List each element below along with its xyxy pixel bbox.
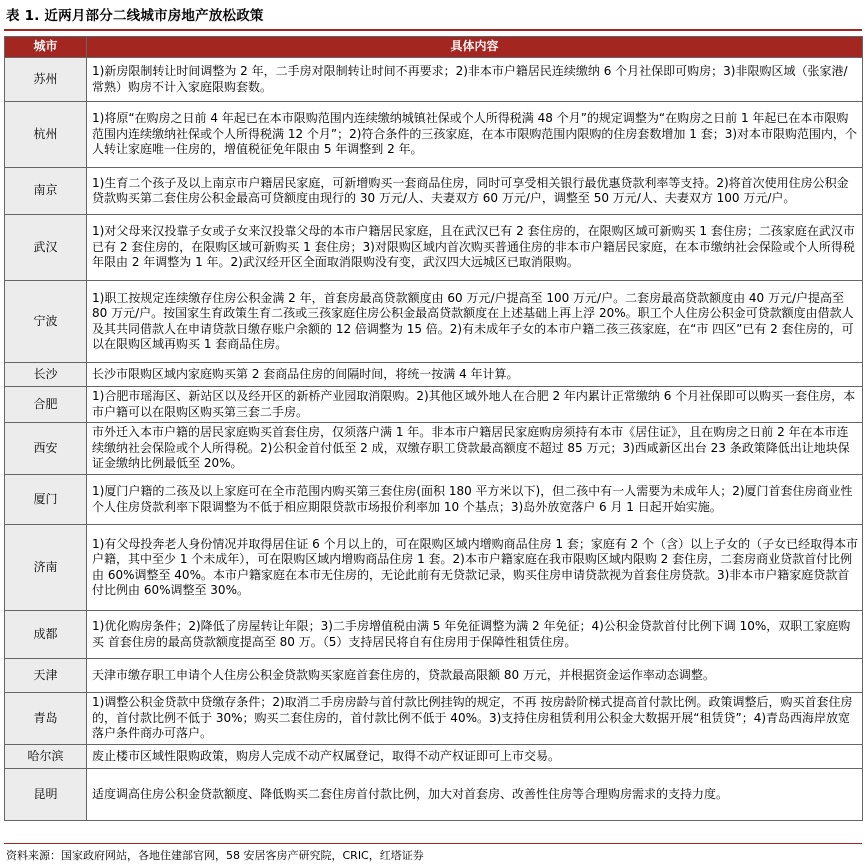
table-row [5, 611, 863, 659]
content-cell: 长沙市限购区域内家庭购买第 2 套商品住房的间隔时间，将统一按满 4 年计算。 [87, 363, 863, 387]
content-cell: 1)厦门户籍的二孩及以上家庭可在全市范围内购买第三套住房(面积 180 平方米以下)，但二孩中有一人需要为未成年人；2)厦门首套住房商业性个人住房贷款利率下限调整为不低于相应期限贷款市场报价利率加 10 个基点；3)岛外放宽落户 6 月 1 日起开始实施。 [87, 475, 863, 525]
table-row [5, 168, 863, 215]
city-cell: 合肥 [5, 387, 87, 423]
city-cell: 苏州 [5, 58, 87, 102]
content-cell: 市外迁入本市户籍的居民家庭购买首套住房，仅须落户满 1 年。非本市户籍居民家庭购房须持有本市《居住证》，且在购房之日前 2 年在本市连续缴纳社会保险或个人所得税。2)公积金首付低至 2 成，双缴存职工贷款最高额度不超过 85 万元；3)西咸新区出台 23 条政策降低出让地块保证金缴纳比例最低至 20%。 [87, 423, 863, 475]
content-cell: 1)优化购房条件；2)降低了房屋转让年限；3)二手房增值税由满 5 年免征调整为满 2 年免征；4)公积金贷款首付比例下调 10%，双职工家庭购买 首套住房的最高贷款额度提高至 80 万。（5）支持居民将自有住房用于保障性租赁住房。 [87, 611, 863, 659]
city-cell: 武汉 [5, 215, 87, 281]
city-cell: 成都 [5, 611, 87, 659]
city-cell: 天津 [5, 659, 87, 693]
table-row [5, 387, 863, 423]
content-cell: 1)将原“在购房之日前 4 年起已在本市限购范围内连续缴纳城镇社保或个人所得税满 48 个月”的规定调整为“在购房之日前 1 年起已在本市限购范围内连续缴纳社保或个人所得税满 12 个月”；2)符合条件的三孩家庭，在本市限购范围内限购的住房套数增加 1 套；3)对本市限购范围内，个人转让家庭唯一住房的，增值税征免年限由 5 年调整到 2 年。 [87, 102, 863, 168]
content-cell: 1)合肥市瑶海区、新站区以及经开区的新桥产业园取消限购。2)其他区域外地人在合肥 2 年内累计正常缴纳 6 个月社保即可以购买一套住房，本市户籍可以在限购区购买第三套二手房。 [87, 387, 863, 423]
city-cell: 济南 [5, 525, 87, 611]
content-cell: 1)职工按规定连续缴存住房公积金满 2 年，首套房最高贷款额度由 60 万元/户提高至 100 万元/户。二套房最高贷款额度由 40 万元/户提高至 80 万元/户。按国家生育政策生育二孩或三孩家庭住房公积金最高贷款额度在上述基础上再上浮 20%。职工个人住房公积金可贷款额度由借款人及其共同借款人在申请贷款日缴存账户余额的 12 倍调整为 15 倍。2)有未成年子女的本市户籍二孩三孩家庭，在“市 四区”已有 2 套住房的，可以在限购区域再购买 1 套商品住房。 [87, 281, 863, 363]
content-cell: 适度调高住房公积金贷款额度、降低购买二套住房首付款比例，加大对首套房、改善性住房等合理购房需求的支持力度。 [87, 769, 863, 821]
content-cell: 天津市缴存职工申请个人住房公积金贷款购买家庭首套住房的，贷款最高限额 80 万元，并根据资金运作率动态调整。 [87, 659, 863, 693]
city-cell: 哈尔滨 [5, 745, 87, 769]
table-row [5, 659, 863, 693]
city-cell: 青岛 [5, 693, 87, 745]
header-city: 城市 [5, 37, 87, 58]
table-title: 表 1. 近两月部分二线城市房地产放松政策 [6, 8, 264, 24]
title-divider [4, 29, 862, 31]
city-cell: 南京 [5, 168, 87, 215]
city-cell: 长沙 [5, 363, 87, 387]
bottom-divider [4, 843, 862, 844]
table-row [5, 769, 863, 821]
policy-table [4, 36, 863, 821]
table-row [5, 281, 863, 363]
content-cell: 废止楼市区域性限购政策，购房人完成不动产权属登记，取得不动产权证即可上市交易。 [87, 745, 863, 769]
header-content: 具体内容 [87, 37, 863, 58]
content-cell: 1)有父母投奔老人身份情况并取得居住证 6 个月以上的，可在限购区域内增购商品住房 1 套；家庭有 2 个（含）以上子女的（子女已经取得本市户籍，其中至少 1 个未成年），可在限购区域内增购商品住房 1 套。2)本市户籍家庭在我市限购区域内限购 2 套住房，二套房商业贷款首付比例由 60%调整至 40%。本市户籍家庭在本市无住房的，无论此前有无贷款记录，购买住房申请贷款视为首套住房贷款。3)非本市户籍家庭贷款首付比例由 60%调整至 30%。 [87, 525, 863, 611]
source-note: 资料来源：国家政府网站，各地住建部官网，58 安居客房产研究院，CRIC，红塔证券 [6, 849, 424, 862]
city-cell: 宁波 [5, 281, 87, 363]
content-cell: 1)生育二个孩子及以上南京市户籍居民家庭，可新增购买一套商品住房，同时可享受相关银行最优惠贷款利率等支持。2)将首次使用住房公积金贷款购买第二套住房公积金最高可贷额度由现行的 30 万元/人、夫妻双方 60 万元/户，调整至 50 万元/人、夫妻双方 100 万元/户。 [87, 168, 863, 215]
table-row [5, 693, 863, 745]
table-row [5, 58, 863, 102]
city-cell: 厦门 [5, 475, 87, 525]
table-row [5, 745, 863, 769]
table-row [5, 102, 863, 168]
table-row [5, 525, 863, 611]
content-cell: 1)对父母来汉投靠子女或子女来汉投靠父母的本市户籍居民家庭，且在武汉已有 2 套住房的，在限购区域可新购买 1 套住房；二孩家庭在武汉市已有 2 套住房的，在限购区域可新购买 1 套住房；3)对限购区域内首次购买普通住房的非本市户籍居民家庭，在本市缴纳社会保险或个人所得税年限由 2 年调整为 1 年。2)武汉经开区全面取消限购没有变，武汉四大远城区已取消限购。 [87, 215, 863, 281]
header-row [5, 37, 863, 58]
table-row [5, 423, 863, 475]
city-cell: 昆明 [5, 769, 87, 821]
content-cell: 1)新房限制转让时间调整为 2 年，二手房对限制转让时间不再要求；2)非本市户籍居民连续缴纳 6 个月社保即可购房；3)非限购区域（张家港/常熟）购房不计入家庭限购套数。 [87, 58, 863, 102]
table-row [5, 215, 863, 281]
table-row [5, 475, 863, 525]
content-cell: 1)调整公积金贷款中贷缴存条件；2)取消二手房房龄与首付款比例挂钩的规定，不再 按房龄阶梯式提高首付款比例。政策调整后，购买首套住房的，首付款比例不低于 30%；购买二套住房的，首付款比例不低于 40%。3)支持住房租赁利用公积金大数据开展“租赁贷”；4)青岛西海岸放宽落户条件商办可落户。 [87, 693, 863, 745]
table-row [5, 363, 863, 387]
city-cell: 西安 [5, 423, 87, 475]
city-cell: 杭州 [5, 102, 87, 168]
